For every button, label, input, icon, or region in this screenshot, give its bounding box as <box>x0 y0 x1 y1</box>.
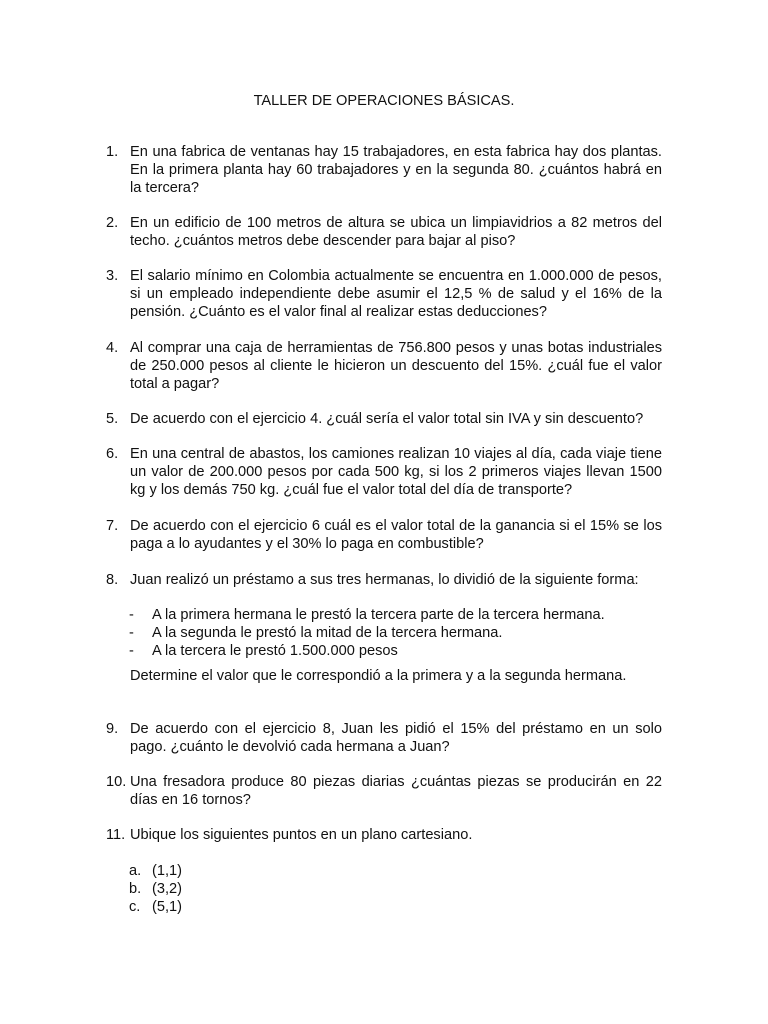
question-4 <box>106 339 662 393</box>
question-text: De acuerdo con el ejercicio 6 cuál es el valor total de la ganancia si el 15% se los paga a lo ayudantes y el 30% lo paga en combustible? <box>130 518 662 552</box>
document-title: TALLER DE OPERACIONES BÁSICAS. <box>253 93 515 109</box>
question-number: 9. <box>106 721 119 737</box>
question-3 <box>106 267 662 321</box>
question-2 <box>106 214 662 250</box>
question-11 <box>106 826 662 844</box>
bullet: - <box>129 607 134 623</box>
question-text: El salario mínimo en Colombia actualmente se encuentra en 1.000.000 de pesos, si un empleado independiente debe asumir el 12,5 % de salud y el 16% de la pensión. ¿Cuánto es el valor final al realizar estas deducciones? <box>130 268 662 320</box>
question-text: Al comprar una caja de herramientas de 756.800 pesos y unas botas industriales de 250.000 pesos al cliente le hicieron un descuento del 15%. ¿cuál fue el valor total a pagar? <box>130 340 662 392</box>
list-item-text: A la segunda le prestó la mitad de la tercera hermana. <box>152 625 503 641</box>
item-label: c. <box>129 899 141 915</box>
question-number: 2. <box>106 215 119 231</box>
list-item <box>129 624 669 642</box>
bullet: - <box>129 625 134 641</box>
list-item <box>129 880 669 898</box>
question-text: De acuerdo con el ejercicio 8, Juan les pidió el 15% del préstamo en un solo pago. ¿cuánto le devolvió cada hermana a Juan? <box>130 721 662 755</box>
question-text: De acuerdo con el ejercicio 4. ¿cuál sería el valor total sin IVA y sin descuento? <box>130 411 644 427</box>
question-8 <box>106 571 662 589</box>
question-number: 6. <box>106 446 119 462</box>
question-5 <box>106 410 662 428</box>
list-item-text: (1,1) <box>152 863 183 879</box>
question-number: 7. <box>106 518 119 534</box>
question-9 <box>106 720 662 756</box>
item-label: a. <box>129 863 142 879</box>
question-number: 10. <box>106 774 127 790</box>
question-6 <box>106 445 662 499</box>
item-label: b. <box>129 881 142 897</box>
question-8-items <box>129 606 669 660</box>
question-number: 1. <box>106 144 119 160</box>
question-number: 5. <box>106 411 119 427</box>
question-7 <box>106 517 662 553</box>
question-11-points <box>129 862 669 916</box>
question-8-followup: Determine el valor que le correspondió a la primera y a la segunda hermana. <box>130 668 627 684</box>
bullet: - <box>129 643 134 659</box>
list-item <box>129 862 669 880</box>
question-text: Juan realizó un préstamo a sus tres hermanas, lo dividió de la siguiente forma: <box>130 572 639 588</box>
question-number: 3. <box>106 268 119 284</box>
question-text: Una fresadora produce 80 piezas diarias ¿cuántas piezas se producirán en 22 días en 16 tornos? <box>130 774 662 808</box>
question-text: En una central de abastos, los camiones realizan 10 viajes al día, cada viaje tiene un valor de 200.000 pesos por cada 500 kg, si los 2 primeros viajes llevan 1500 kg y los demás 750 kg. ¿cuál fue el valor total del día de transporte? <box>130 446 662 498</box>
question-10 <box>106 773 662 809</box>
list-item-text: A la tercera le prestó 1.500.000 pesos <box>152 643 398 659</box>
list-item <box>129 606 669 624</box>
list-item <box>129 642 669 660</box>
question-number: 4. <box>106 340 119 356</box>
question-text: Ubique los siguientes puntos en un plano cartesiano. <box>130 827 473 843</box>
question-number: 11. <box>106 827 126 843</box>
list-item-text: (5,1) <box>152 899 183 915</box>
question-text: En un edificio de 100 metros de altura se ubica un limpiavidrios a 82 metros del techo. ¿cuántos metros debe descender para bajar al piso? <box>130 215 662 249</box>
list-item <box>129 898 669 916</box>
list-item-text: A la primera hermana le prestó la tercera parte de la tercera hermana. <box>152 607 605 623</box>
list-item-text: (3,2) <box>152 881 183 897</box>
question-number: 8. <box>106 572 119 588</box>
question-text: En una fabrica de ventanas hay 15 trabajadores, en esta fabrica hay dos plantas. En la primera planta hay 60 trabajadores y en la segunda 80. ¿cuántos habrá en la tercera? <box>130 144 662 196</box>
question-1 <box>106 143 662 197</box>
